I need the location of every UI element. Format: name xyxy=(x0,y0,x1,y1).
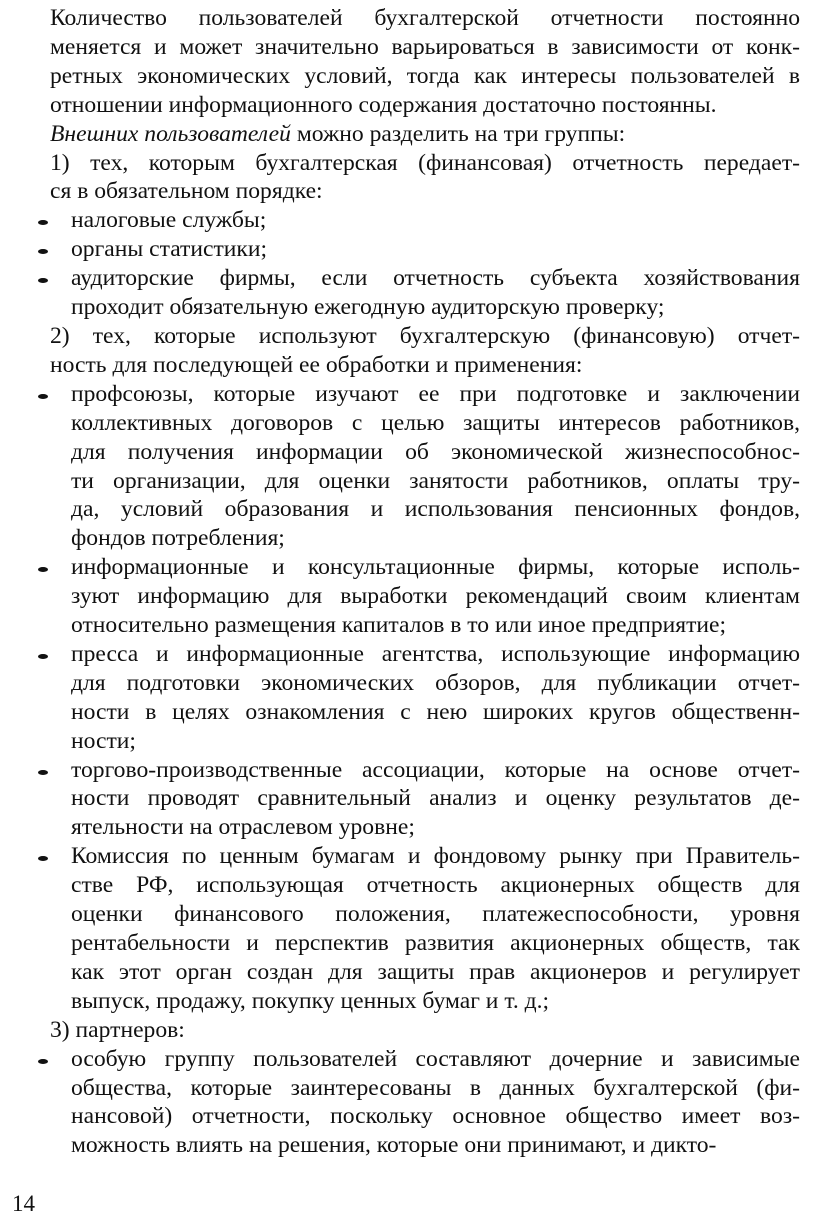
groups-lead xyxy=(12,120,800,149)
text-line: стве РФ, использующая отчетность акционерных обществ для xyxy=(71,872,800,899)
text-line: проходит обязательную ежегодную аудиторскую проверку; xyxy=(71,294,665,321)
text-line: Количество пользователей бухгалтерской отчетности постоянно xyxy=(50,5,800,31)
bullet-icon xyxy=(38,856,48,861)
text-line: торгово-производственные ассоциации, которые на основе отчет- xyxy=(71,756,800,783)
list-item xyxy=(12,235,800,264)
page-number: 14 xyxy=(12,1191,35,1216)
list-item xyxy=(12,264,800,322)
text-line: нансовой) отчетности, поскольку основное общество имеет воз- xyxy=(71,1103,800,1130)
text-line: выпуск, продажу, покупку ценных бумаг и т. д.; xyxy=(71,987,550,1014)
text-line: ности проводят сравнительный анализ и оценку результатов де- xyxy=(71,785,800,812)
intro-paragraph xyxy=(12,4,800,120)
group-3-heading xyxy=(12,1016,800,1045)
text-line: органы статистики; xyxy=(71,236,268,263)
list-item xyxy=(12,380,800,553)
text-line: коллективных договоров с целью защиты интересов работников, xyxy=(71,409,800,436)
group-1-list xyxy=(12,206,800,322)
group-3-list xyxy=(12,1045,800,1161)
text-line: особую группу пользователей составляют дочерние и зависимые xyxy=(71,1045,800,1072)
text-line: профсоюзы, которые изучают ее при подготовке и заключении xyxy=(71,380,800,407)
list-item xyxy=(12,206,800,235)
text-line: ся в обязательном порядке: xyxy=(50,178,323,205)
emphasis: Внешних пользователей xyxy=(50,120,291,147)
text-line: зуют информацию для выработки рекомендаций своим клиентам xyxy=(71,583,800,610)
text-line: ности в целях ознакомления с нею широких кругов общественн- xyxy=(71,698,800,725)
text-line: можность влиять на решения, которые они принимают, и дикто- xyxy=(71,1132,717,1159)
bullet-icon xyxy=(38,394,48,399)
list-item xyxy=(12,640,800,756)
text-line: для подготовки экономических обзоров, для публикации отчет- xyxy=(71,669,800,696)
text-line: фондов потребления; xyxy=(71,525,285,552)
text-line: Комиссия по ценным бумагам и фондовому рынку при Правитель- xyxy=(71,843,800,870)
text-line: отношении информационного содержания достаточно постоянны. xyxy=(50,91,717,118)
bullet-icon xyxy=(38,770,48,775)
text-line: налоговые службы; xyxy=(71,207,267,234)
group-2-list xyxy=(12,380,800,1016)
list-item xyxy=(12,842,800,1015)
text-line: общества, которые заинтересованы в данных бухгалтерской (фи- xyxy=(71,1074,800,1101)
text-line: оценки финансового положения, платежеспособности, уровня xyxy=(71,901,800,928)
bullet-icon xyxy=(38,1059,48,1064)
text-line: 2) тех, которые используют бухгалтерскую (финансовую) отчет- xyxy=(50,322,800,349)
group-1-heading xyxy=(12,149,800,207)
bullet-icon xyxy=(38,567,48,572)
text-line xyxy=(12,120,800,149)
text-fragment: можно разделить на три группы: xyxy=(290,120,626,147)
text-line: ность для последующей ее обработки и применения: xyxy=(50,351,583,378)
text-line: 3) партнеров: xyxy=(50,1016,185,1043)
text-line: ретных экономических условий, тогда как интересы пользователей в xyxy=(50,62,800,89)
bullet-icon xyxy=(38,278,48,283)
bullet-icon xyxy=(38,220,48,225)
text-line: 1) тех, которым бухгалтерская (финансовая) отчетность передает- xyxy=(50,149,800,176)
group-2-heading xyxy=(12,322,800,380)
text-line: ти организации, для оценки занятости работников, оплаты тру- xyxy=(71,467,800,494)
page-body xyxy=(12,4,800,1160)
text-line: как этот орган создан для защиты прав акционеров и регулирует xyxy=(71,958,800,985)
text-line: ности; xyxy=(71,727,136,754)
list-item xyxy=(12,1045,800,1161)
list-item xyxy=(12,553,800,640)
text-line: меняется и может значительно варьироваться в зависимости от конк- xyxy=(50,33,800,60)
text-line: ятельности на отраслевом уровне; xyxy=(71,814,415,841)
text-line: информационные и консультационные фирмы, которые исполь- xyxy=(71,554,800,581)
list-item xyxy=(12,756,800,843)
bullet-icon xyxy=(38,654,48,659)
text-line: для получения информации об экономической жизнеспособнос- xyxy=(71,438,800,465)
text-line: относительно размещения капиталов в то или иное предприятие; xyxy=(71,612,727,639)
text-line: аудиторские фирмы, если отчетность субъекта хозяйствования xyxy=(71,265,800,292)
text-line: пресса и информационные агентства, использующие информацию xyxy=(71,640,800,667)
bullet-icon xyxy=(38,249,48,254)
text-line: рентабельности и перспектив развития акционерных обществ, так xyxy=(71,930,800,956)
text-line: да, условий образования и использования пенсионных фондов, xyxy=(71,496,800,523)
